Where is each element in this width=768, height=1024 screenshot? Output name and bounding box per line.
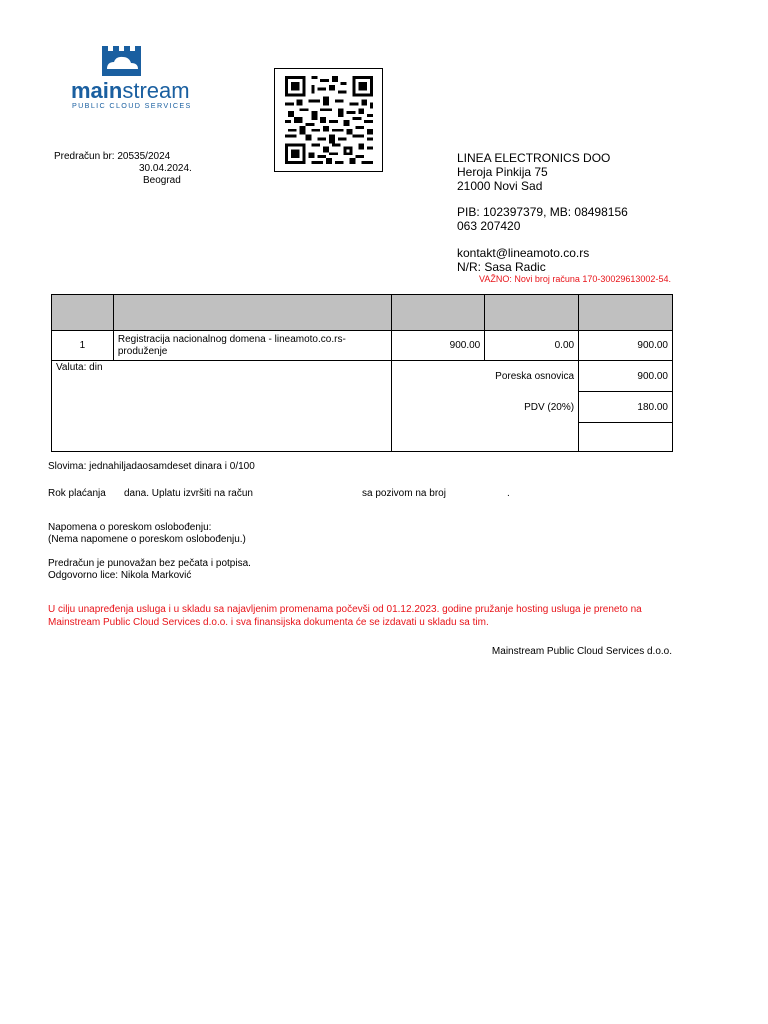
client-city: 21000 Novi Sad: [457, 179, 543, 193]
validity-note: Predračun je punovažan bez pečata i potpisa.: [48, 558, 251, 569]
row-amount: 900.00: [579, 331, 673, 361]
payment-end-dot: .: [507, 488, 510, 499]
castle-cloud-icon: [100, 42, 146, 78]
payment-term-label: Rok plaćanja: [48, 488, 106, 499]
header-cell: [485, 295, 579, 331]
brand-main: main: [71, 78, 123, 103]
currency-label: Valuta: din: [56, 362, 103, 373]
table-row: [52, 331, 673, 361]
company-signature: Mainstream Public Cloud Services d.o.o.: [491, 646, 672, 657]
qr-code-icon: [284, 76, 374, 164]
client-email: kontakt@lineamoto.co.rs: [457, 246, 590, 260]
invoice-number: Predračun br: 20535/2024: [54, 151, 171, 162]
payment-reference: sa pozivom na broj: [362, 488, 446, 499]
client-street: Heroja Pinkija 75: [457, 165, 548, 179]
row-description: [113, 331, 392, 361]
header-cell: [392, 295, 485, 331]
qr-code: [274, 68, 383, 172]
client-phone: 063 207420: [457, 219, 521, 233]
tax-note-title: Napomena o poreskom oslobođenju:: [48, 522, 212, 533]
client-name: LINEA ELECTRONICS DOO: [457, 151, 611, 165]
company-logo: [68, 42, 192, 112]
transfer-notice-line2: Mainstream Public Cloud Services d.o.o. i sva finansijska dokumenta će se izdavati u skladu sa tim.: [48, 617, 489, 628]
vat-label: PDV (20%): [392, 392, 579, 423]
invoice-date: 30.04.2024.: [139, 163, 192, 174]
table-header-row: [52, 295, 673, 331]
transfer-notice-line1: U cilju unapređenja usluga i u skladu sa najavljenim promenama počevši od 01.12.2023. godine pružanje hosting usluga je preneto na: [48, 604, 642, 615]
header-cell: [52, 295, 114, 331]
client-ids: PIB: 102397379, MB: 08498156: [457, 205, 628, 219]
invoice-place: Beograd: [143, 175, 181, 186]
header-cell: [113, 295, 392, 331]
client-attention: N/R: Sasa Radic: [457, 260, 546, 274]
vat-value: 180.00: [579, 392, 673, 423]
currency-cell: [52, 361, 392, 452]
total-label: [392, 423, 579, 452]
brand-tagline: PUBLIC CLOUD SERVICES: [72, 101, 192, 110]
row-description-line1: Registracija nacionalnog domena - lineamoto.co.rs-: [117, 333, 346, 345]
amount-in-words: Slovima: jednahiljadaosamdeset dinara i 0/100: [48, 461, 255, 472]
tax-base-value: 900.00: [579, 361, 673, 392]
account-notice: VAŽNO: Novi broj računa 170-30029613002-54.: [479, 274, 671, 284]
responsible-person: Odgovorno lice: Nikola Marković: [48, 570, 192, 581]
row-discount: 0.00: [485, 331, 579, 361]
row-price: 900.00: [392, 331, 485, 361]
summary-row: [52, 361, 673, 392]
row-number: 1: [52, 331, 114, 361]
tax-base-label: Poreska osnovica: [392, 361, 579, 392]
total-value: [579, 423, 673, 452]
payment-instructions: dana. Uplatu izvršiti na račun: [124, 488, 253, 499]
tax-note-text: (Nema napomene o poreskom oslobođenju.): [48, 534, 246, 545]
row-description-line2: produženje: [117, 345, 168, 357]
header-cell: [579, 295, 673, 331]
items-table: [51, 294, 673, 452]
brand-stream: stream: [122, 78, 190, 103]
